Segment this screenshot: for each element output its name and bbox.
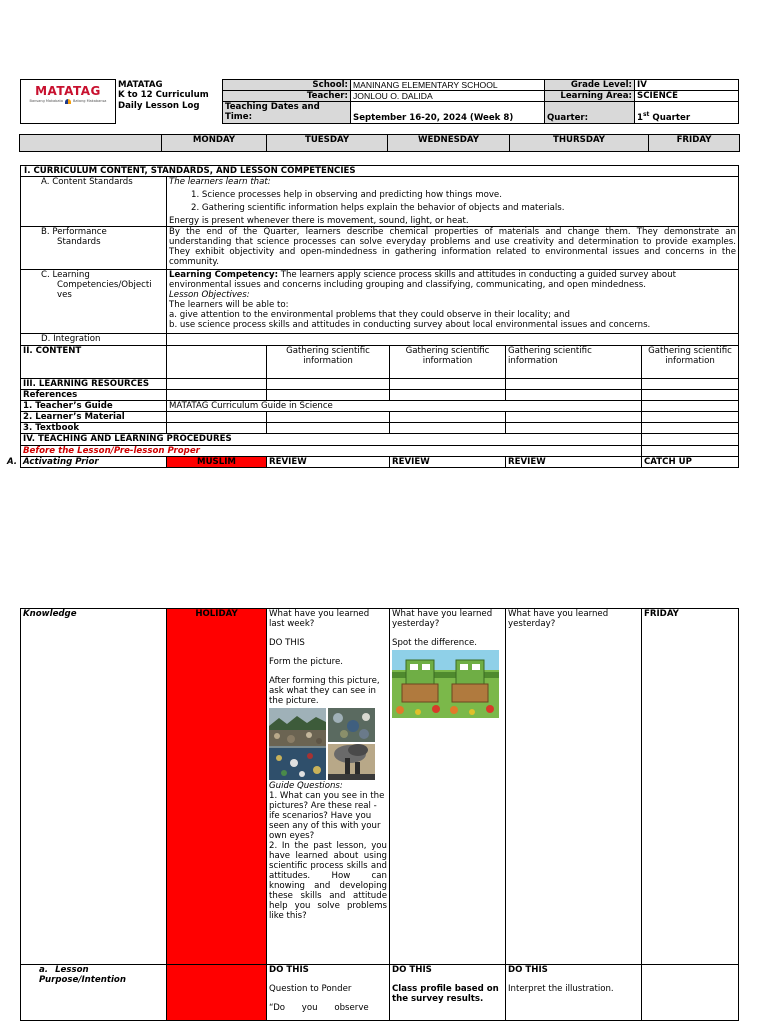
lesson-purpose-label	[21, 965, 167, 1021]
objectives-intro: The learners will be able to:	[169, 300, 289, 310]
performance-label-1: B. Performance	[41, 227, 107, 237]
guide-question-2: 2. In the past lesson, you have learned about using scientific process skills and attitudes. How can knowing and developing these skills and attitude help you solve problems like this?	[269, 841, 387, 921]
spot-difference-picture	[392, 650, 499, 718]
activating-label-text: Activating Prior	[23, 457, 99, 467]
teachers-guide-value: MATATAG Curriculum Guide in Science	[167, 401, 642, 412]
purpose-label-text: Lesson Purpose/Intention	[39, 965, 126, 985]
section-1-title: I. CURRICULUM CONTENT, STANDARDS, AND LESSON COMPETENCIES	[21, 166, 739, 177]
muslim-label: MUSLIM	[167, 457, 267, 468]
thursday-do-this-2: DO THIS	[508, 965, 548, 975]
content-wednesday: Gathering scientific information	[390, 346, 506, 379]
tuesday-review-question: What have you learned last week?	[269, 609, 370, 629]
procedures-label: IV. TEACHING AND LEARNING PROCEDURES	[21, 434, 642, 446]
teacher-value: JONLOU O. DALIDA	[351, 91, 545, 102]
competency-label: Learning Competency:	[169, 270, 278, 280]
pollution-picture-top-right	[328, 708, 375, 742]
quarter-value	[635, 102, 739, 124]
review-wednesday: REVIEW	[390, 457, 506, 468]
logo-cell	[21, 80, 116, 124]
day-thursday: THURSDAY	[510, 135, 649, 152]
review-tuesday: REVIEW	[267, 457, 390, 468]
wednesday-purpose-cell	[390, 965, 506, 1021]
interpret-illustration: Interpret the illustration.	[508, 984, 614, 994]
knowledge-label: Knowledge	[21, 609, 167, 965]
spot-difference-label: Spot the difference.	[392, 638, 477, 648]
lesson-table-page-2	[20, 608, 739, 1021]
matatag-logo	[23, 80, 113, 106]
school-label: School:	[223, 80, 351, 91]
activating-prior-label	[7, 457, 167, 468]
content-tuesday: Gathering scientific information	[267, 346, 390, 379]
quarter-text: 1st Quarter	[637, 111, 691, 123]
textbook-label: 3. Textbook	[21, 423, 167, 434]
factory-smoke-picture	[328, 744, 375, 780]
title-line-1: MATATAG	[118, 79, 163, 90]
title-line-3: Daily Lesson Log	[118, 100, 200, 111]
guide-questions-label: Guide Questions:	[269, 781, 343, 791]
title-line-2: K to 12 Curriculum	[118, 90, 209, 100]
dll-title	[116, 80, 223, 124]
references-label: References	[21, 390, 167, 401]
day-friday: FRIDAY	[649, 135, 740, 152]
heart-icon	[65, 99, 71, 104]
day-tuesday: TUESDAY	[267, 135, 388, 152]
competencies-label	[21, 270, 167, 334]
content-standards-intro: The learners learn that:	[169, 177, 271, 187]
logo-tagline-right: Batang Makabansa	[73, 99, 107, 103]
integration-label: D. Integration	[21, 334, 167, 346]
teacher-label: Teacher:	[223, 91, 351, 102]
competency-text: The learners apply science process skills and attitudes in conducting a guided survey about environmental issues and concerns including grouping and classifying, communicating, and open mindedness.	[169, 270, 677, 290]
resources-label: III. LEARNING RESOURCES	[21, 379, 167, 390]
content-thursday: Gathering scientific information	[506, 346, 642, 379]
header-table	[20, 79, 739, 124]
days-blank	[20, 135, 162, 152]
wednesday-review-question: What have you learned yesterday?	[392, 609, 493, 629]
tuesday-do-this: DO THIS	[269, 638, 305, 648]
tuesday-activity-cell	[267, 609, 390, 965]
activating-letter: A.	[7, 457, 18, 467]
competencies-label-3: ves	[57, 290, 72, 300]
integration-value	[167, 334, 739, 346]
catch-up-label: CATCH UP	[642, 457, 739, 468]
before-lesson-label: Before the Lesson/Pre-lesson Proper	[21, 446, 642, 457]
competencies-label-1: C. Learning	[41, 270, 90, 280]
grade-value: IV	[635, 80, 739, 91]
content-standard-1: 1. Science processes help in observing and predicting how things move.	[191, 190, 502, 200]
content-monday	[167, 346, 267, 379]
performance-standards-label	[21, 227, 167, 270]
performance-label-2: Standards	[57, 237, 101, 247]
school-value: MANINANG ELEMENTARY SCHOOL	[351, 80, 545, 91]
tuesday-form-picture: Form the picture.	[269, 657, 343, 667]
content-standard-3: Energy is present whenever there is movement, sound, light, or heat.	[169, 216, 469, 226]
guide-question-1: 1. What can you see in the pictures? Are these real -ife scenarios? Have you seen any of this with your own eyes?	[269, 791, 385, 841]
thursday-purpose-cell	[506, 965, 642, 1021]
pollution-pictures	[269, 708, 387, 780]
friday-label: FRIDAY	[642, 609, 739, 965]
review-thursday: REVIEW	[506, 457, 642, 468]
objectives-label: Lesson Objectives:	[169, 290, 250, 300]
content-standards-cell	[167, 177, 739, 227]
ponder-quote: “Do you observe	[269, 1003, 369, 1013]
content-standards-label: A. Content Standards	[21, 177, 167, 227]
dates-value: September 16-20, 2024 (Week 8)	[351, 102, 545, 124]
day-monday: MONDAY	[162, 135, 267, 152]
competencies-cell	[167, 270, 739, 334]
wednesday-activity-cell	[390, 609, 506, 965]
lesson-table	[7, 165, 739, 468]
logo-text: MATATAG	[35, 84, 101, 98]
objective-b: b. use science process skills and attitudes in conducting survey about local environmental issues and concerns.	[169, 320, 651, 330]
tuesday-do-this-2: DO THIS	[269, 965, 309, 975]
holiday-purpose-cell	[167, 965, 267, 1021]
thursday-review-question: What have you learned yesterday?	[506, 609, 642, 965]
tuesday-purpose-cell	[267, 965, 390, 1021]
class-profile-label: Class profile based on the survey results.	[392, 984, 499, 1004]
learners-material-label: 2. Learner’s Material	[21, 412, 167, 423]
teachers-guide-label: 1. Teacher’s Guide	[21, 401, 167, 412]
content-standard-2: 2. Gathering scientific information helps explain the behavior of objects and materials.	[191, 203, 565, 213]
purpose-letter: a.	[39, 965, 49, 975]
grade-label: Grade Level:	[545, 80, 635, 91]
logo-tagline-left: Bansang Makabata	[29, 99, 63, 103]
competencies-label-2: Competencies/Objecti	[57, 280, 152, 290]
quarter-label: Quarter:	[545, 102, 635, 124]
objective-a: a. give attention to the environmental problems that they could observe in their locality; and	[169, 310, 570, 320]
wednesday-do-this-2: DO THIS	[392, 965, 432, 975]
area-label: Learning Area:	[545, 91, 635, 102]
content-friday: Gathering scientific information	[642, 346, 739, 379]
area-value: SCIENCE	[635, 91, 739, 102]
content-label: II. CONTENT	[21, 346, 167, 379]
question-to-ponder: Question to Ponder	[269, 984, 352, 994]
dates-label: Teaching Dates and Time:	[223, 102, 351, 124]
holiday-label: HOLIDAY	[167, 609, 267, 965]
days-table	[19, 134, 740, 152]
pollution-picture-left	[269, 708, 326, 780]
friday-purpose-cell	[642, 965, 739, 1021]
day-wednesday: WEDNESDAY	[388, 135, 510, 152]
tuesday-after-forming: After forming this picture, ask what they can see in the picture.	[269, 676, 380, 706]
performance-standards-text: By the end of the Quarter, learners describe chemical properties of materials and change them. They demonstrate an understanding that science processes can solve everyday problems and use creativity and determination to provide examples. They exhibit objectivity and open-mindedness in gathering information related to environmental issues and concerns in the community.	[167, 227, 739, 270]
